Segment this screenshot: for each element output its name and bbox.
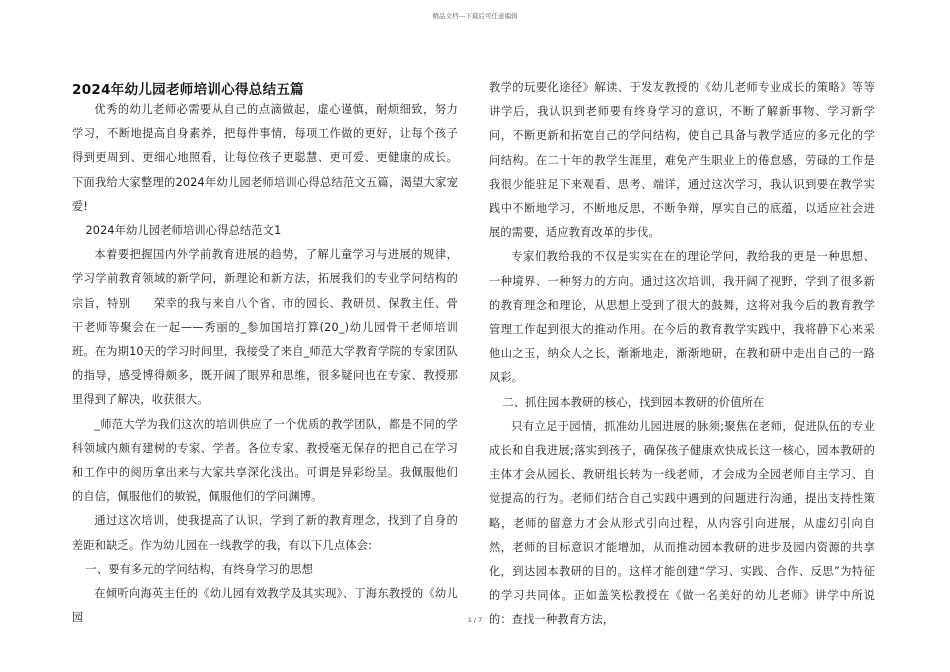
paragraph: 本着要把握国内外学前教育进展的趋势，了解儿童学习与进展的规律，学习学前教育领域的新学问，新理论和新方法，拓展我们的专业学问结构的宗旨，特别 荣幸的我与来自八个省、市的园长、教研员、保教主任、骨干老师等聚会在一起——秀丽的_参加国培打算(20_)幼儿园骨干老师培训班。在为期10天的学习时间里，我接受了来自_师范大学教育学院的专家团队的指导，感受博得颇多，既开阔了眼界和思维，很多疑问也在专家、教授那里得到了解决，收获很大。 xyxy=(72,248,458,407)
header-note: 精品文档---下载后可任意编辑 xyxy=(432,12,518,20)
document-title: 2024年幼儿园老师培训心得总结五篇 xyxy=(72,82,304,98)
left-column-body xyxy=(72,98,458,630)
subsection-heading-1: 一、要有多元的学问结构，有终身学习的思想 xyxy=(85,562,314,576)
paragraph: 专家们教给我的不仅是实实在在的理论学问，教给我的更是一种思想、一种境界、一种努力的方向。通过这次培训，我开阔了视野，学到了很多新的教育理念和理论，从思想上受到了很大的鼓舞，这将对我今后的教育教学管理工作起到很大的推动作用。在今后的教育教学实践中，我将静下心来采他山之玉，纳众人之长，渐渐地走，渐渐地研，在教和研中走出自己的一路风彩。 xyxy=(489,250,875,385)
right-column-body xyxy=(489,76,875,633)
paragraph: 在倾听向海英主任的《幼儿园有效教学及其实现》、丁海东教授的《幼儿园 xyxy=(72,587,458,625)
paragraph: 通过这次培训，使我提高了认识，学到了新的教育理念，找到了自身的差距和缺乏。作为幼儿园在一线教学的我，有以下几点体会: xyxy=(72,514,458,552)
intro-paragraph: 优秀的幼儿老师必需要从自己的点滴做起，虚心谨慎，耐烦细致，努力学习，不断地提高自身素养，把每件事情，每项工作做的更好，让每个孩子得到更周到、更细心地照看，让每位孩子更聪慧、更可爱、更健康的成长。下面我给大家整理的2024年幼儿园老师培训心得总结范文五篇，渴望大家宠爱! xyxy=(72,103,458,213)
paragraph: _师范大学为我们这次的培训供应了一个优质的教学团队，都是不同的学科领域内颇有建树的专家、学者。各位专家、教授毫无保存的把自己在学习和工作中的阅历拿出来与大家共享深化浅出。可谓是异彩纷呈。我佩服他们的自信，佩服他们的敏锐，佩服他们的学问渊博。 xyxy=(72,417,458,504)
subsection-heading-2: 二、抓住园本教研的核心，找到园本教研的价值所在 xyxy=(502,395,765,409)
page-number: 1 / 7 xyxy=(467,616,483,624)
paragraph: 教学的玩要化途径》解读、于发友教授的《幼儿老师专业成长的策略》等等讲学后，我认识到老师要有终身学习的意识，不断了解新事物、学习新学问，不断更新和拓宽自己的学问结构，使自己具备与教学适应的多元化的学问结构。在二十年的教学生涯里，难免产生职业上的倦怠感，劳碌的工作是我很少能驻足下来观看、思考、端详，通过这次学习，我认识到要在教学实践中不断地学习，不断地反思，不断争辩，厚实自己的底蕴，以适应社会进展的需要，适应教育改革的步伐。 xyxy=(489,81,875,240)
section-heading-1: 2024年幼儿园老师培训心得总结范文1 xyxy=(85,224,282,238)
paragraph: 只有立足于园情，抓准幼儿园进展的脉须;聚焦在老师，促进队伍的专业成长和自我进展;落实到孩子，确保孩子健康欢快成长这一核心，园本教研的主体才会从园长、教研组长转为一线老师，才会成为全园老师自主学习、自觉提高的行为。老师们结合自己实践中遇到的问题进行沟通，提出支持性策略，老师的留意力才会从形式引向过程，从内容引向进展，从虚幻引向自然，老师的目标意识才能增加，从而推动园本教研的进步及园内资源的共享化，到达园本教研的目的。这样才能创建“学习、实践、合作、反思”为特征的学习共同体。正如盖笑松教授在《做一名美好的幼儿老师》讲学中所说的：查找一种教育方法， xyxy=(489,419,875,627)
